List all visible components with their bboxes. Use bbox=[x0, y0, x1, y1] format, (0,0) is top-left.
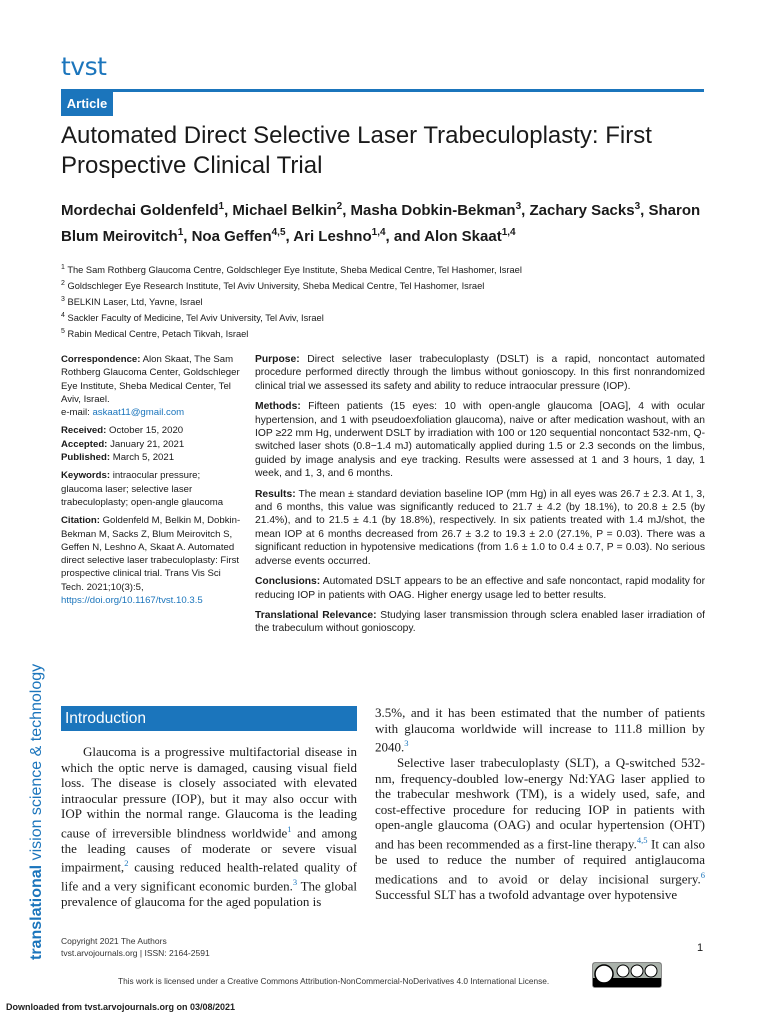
author[interactable]: Noa Geffen$^{4,5}$ bbox=[191, 227, 286, 245]
author[interactable]: Zachary Sacks$^3$ bbox=[529, 201, 641, 219]
author[interactable]: Ari Leshno$^{1,4}$ bbox=[293, 227, 386, 245]
author[interactable]: Sharon Blum Meirovitch$^1$ bbox=[61, 202, 701, 245]
abstract-purpose: Purpose: Direct selective laser trabeculoplasty (DSLT) is a rapid, noncontact automated procedure performed directly through the limbus without gonioscopy. In this first nonrandomized clinical trial we assessed its safety and ability to reduce intraocular pressure (IOP). bbox=[255, 354, 705, 392]
doi-link[interactable]: https://doi.org/10.1167/tvst.10.3.5 bbox=[61, 595, 203, 607]
author[interactable]: Michael Belkin$^2$ bbox=[232, 201, 343, 219]
affiliation-item: $^3$ BELKIN Laser, Ltd, Yavne, Israel bbox=[61, 296, 203, 308]
svg-text:translational vision science & bbox=[28, 664, 45, 960]
affiliation-item: $^4$ Sackler Faculty of Medicine, Tel Aviv University, Tel Aviv, Israel bbox=[61, 312, 324, 324]
article-type-label: Article bbox=[61, 92, 113, 116]
author-list: Mordechai Goldenfeld$^1$, Michael Belkin$^2$, Masha Dobkin-Bekman$^3$, Zachary Sacks$^3$, Sharon Blum Meirovitch$^1$, Noa Geffen$^{4,5}$, Ari Leshno$^{1,4}$, and Alon Skaat$^{1,4}$ bbox=[61, 201, 701, 245]
section-heading-introduction: Introduction bbox=[61, 706, 357, 731]
abstract bbox=[255, 353, 705, 643]
abstract-translational: Translational Relevance: Studying laser transmission through sclera enabled laser irradiation of the trabeculum without gonioscopy. bbox=[255, 609, 705, 635]
page-number: 1 bbox=[697, 942, 704, 954]
affiliations bbox=[61, 261, 711, 341]
copyright-block bbox=[61, 935, 210, 959]
citation-ref[interactable]: 4,5 bbox=[636, 835, 648, 846]
abstract-conclusions: Conclusions: Automated DSLT appears to be an effective and safe noncontact, rapid modality for reducing IOP in patients with OAG. Higher energy usage led to better results. bbox=[255, 576, 705, 601]
citation: Citation: Goldenfeld M, Belkin M, Dobkin-Bekman M, Sacks Z, Blum Meirovitch S, Geffen N, Leshno A, Skaat A. Automated direct selective laser trabeculoplasty: First prospective clinical trial. Trans Vis Sci Tech. 2021;10(3):5, https://doi.org/10.1167/tvst.10.3.5 bbox=[61, 515, 241, 607]
header-rule bbox=[61, 89, 704, 92]
citation-ref[interactable]: 6 bbox=[700, 869, 705, 880]
paragraph: Selective laser trabeculoplasty (SLT), a Q-switched 532-nm, frequency-doubled low-energy Nd:YAG laser applied to the trabecular meshwork (TM), is a widely used, safe, and cost-effective procedure for reducing IOP in patients with open-angle glaucoma (OAG) and ocular hypertension (OHT) and has been recommended as a first-line therapy.$^{4,5}$ It can also be used to reduce the number of required antiglaucoma medications and to avoid or delay incisional surgery.$^6$ Successful SLT has a twofold advantage over hypotensive bbox=[375, 755, 706, 902]
author[interactable]: Alon Skaat$^{1,4}$ bbox=[424, 227, 516, 245]
vertical-title-bold: translational bbox=[28, 864, 45, 960]
affiliation-item: $^5$ Rabin Medical Centre, Petach Tikvah, Israel bbox=[61, 328, 249, 340]
citation-ref[interactable]: 3 bbox=[292, 877, 298, 888]
paragraph: 3.5%, and it has been estimated that the number of patients with glaucoma worldwide will increase to 111.8 million by 2040.$^3$ bbox=[375, 705, 705, 755]
article-info-sidebar bbox=[61, 353, 241, 612]
citation-ref[interactable]: 2 bbox=[124, 858, 129, 869]
nc-icon bbox=[631, 965, 643, 977]
keywords: Keywords: intraocular pressure; glaucoma laser; selective laser trabeculoplasty; open-angle glaucoma bbox=[61, 470, 224, 508]
body-column-left bbox=[61, 744, 357, 910]
abstract-methods: Methods: Fifteen patients (15 eyes: 10 with open-angle glaucoma [OAG], 4 with ocular hypertension, and 1 with pseudoexfoliation glaucoma), naive or after medication washout, with an IOP ≥22 mm Hg, underwent DSLT by irradiation with 100 or 120 sequential noncontact 532-nm, Q-switched laser shots (0.8−1.4 mJ) automatically applied during 1.5 or 2.3 seconds on the limbus, guided by image analysis and eye tracking. Results were assessed at 1 and 3 hours, 1 day, 1 week, and 1, 3, and 6 months. bbox=[255, 401, 705, 480]
citation-ref[interactable]: 3 bbox=[404, 738, 409, 749]
journal-logo[interactable]: tvst bbox=[61, 52, 107, 81]
license-text[interactable]: This work is licensed under a Creative Commons Attribution-NonCommercial-NoDerivatives 4.0 International License. bbox=[118, 976, 550, 986]
correspondence: Correspondence: Alon Skaat, The Sam Rothberg Glaucoma Center, Goldschleger Eye Institute, Sheba Medical Center, Tel Aviv, Israel. e-mail: askaat11@gmail.com bbox=[61, 354, 240, 419]
journal-issn: tvst.arvojournals.org | ISSN: 2164-2591 bbox=[61, 948, 210, 958]
copyright-text: Copyright 2021 The Authors bbox=[61, 936, 167, 946]
cc-icon bbox=[595, 965, 613, 983]
affiliation-item: $^1$ The Sam Rothberg Glaucoma Centre, Goldschleger Eye Institute, Sheba Medical Centre, Tel Hashomer, Israel bbox=[61, 264, 522, 276]
body-column-right bbox=[375, 705, 705, 902]
author[interactable]: Mordechai Goldenfeld$^1$ bbox=[61, 201, 225, 219]
paragraph: Glaucoma is a progressive multifactorial disease in which the optic nerve is damaged, causing visual field loss. The disease is closely associated with elevated intraocular pressure (IOP), but it may also occur with IOP within the normal range. Glaucoma is the leading cause of irreversible blindness worldwide$^1$ and among the leading causes of moderate or severe visual impairment,$^2$ causing reduced health-related quality of life and a very significant economic burden.$^3$ The global prevalence of glaucoma for the aged population is bbox=[61, 744, 357, 910]
vertical-title-rest: vision science & technology bbox=[28, 663, 45, 865]
citation-ref[interactable]: 1 bbox=[287, 823, 292, 834]
affiliation-item: $^2$ Goldschleger Eye Research Institute, Tel Aviv University, Sheba Medical Centre, Tel Hashomer, Israel bbox=[61, 280, 485, 292]
paper-title: Automated Direct Selective Laser Trabeculoplasty: First Prospective Clinical Trial bbox=[61, 122, 652, 179]
author[interactable]: Masha Dobkin-Bekman$^3$ bbox=[350, 201, 522, 219]
by-icon bbox=[617, 965, 629, 977]
email-link[interactable]: askaat11@gmail.com bbox=[92, 407, 185, 419]
nd-icon bbox=[645, 965, 657, 977]
abstract-results: Results: The mean ± standard deviation baseline IOP (mm Hg) in all eyes was 26.7 ± 2.3. At 1, 3, and 6 months, this value was significantly reduced to 21.7 ± 4.2 (by 18.1%), to 20.8 ± 2.5 (by 21.4%), and to 21.5 ± 4.1 (by 18.8%), respectively. In six patients treated with 1.4 mJ/shot, the mean IOP at 6 months decreased from 26.7 ± 3.2 to 19.3 ± 2.0 (27.1%, P = 0.03). There was a significant reduction in hypotensive medications (from 1.6 ± 1.0 to 0.4 ± 0.7, P = 0.03). No serious adverse events occurred. bbox=[255, 488, 705, 567]
cc-license-badge[interactable] bbox=[592, 962, 662, 988]
journal-vertical-title bbox=[24, 590, 48, 960]
download-notice: Downloaded from tvst.arvojournals.org on 03/08/2021 bbox=[6, 1002, 236, 1012]
dates: Received: October 15, 2020 Accepted: January 21, 2021 Published: March 5, 2021 bbox=[61, 425, 185, 464]
